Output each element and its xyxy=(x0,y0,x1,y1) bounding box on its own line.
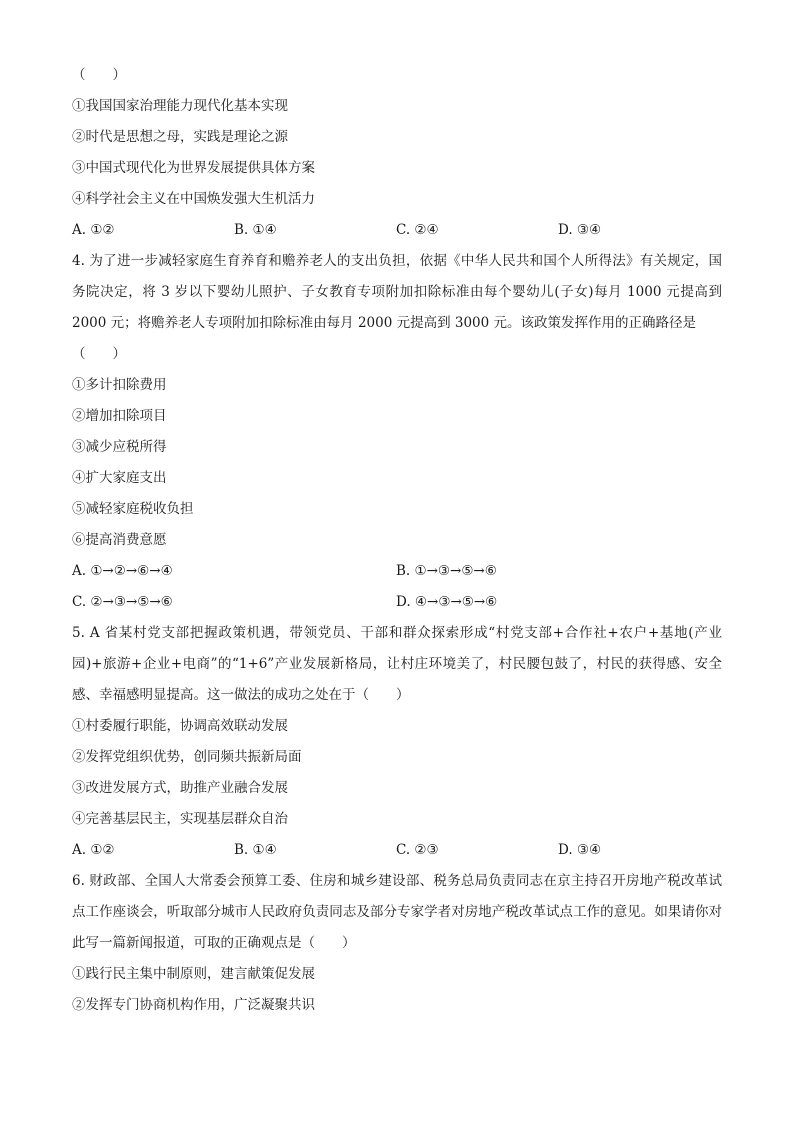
q4-answer-paren: （ ） xyxy=(72,346,126,362)
q3-choice-c: C. ②④ xyxy=(396,222,439,238)
q5-choice-d: D. ③④ xyxy=(558,842,602,858)
q5-option-2: ②发挥党组织优势，创同频共振新局面 xyxy=(72,749,302,765)
q3-choice-d: D. ③④ xyxy=(558,222,602,238)
q4-choices-row-1 xyxy=(72,556,722,587)
q4-option-3: ③减少应税所得 xyxy=(72,439,167,455)
q5-choice-a: A. ①② xyxy=(72,842,115,858)
q3-option-4: ④科学社会主义在中国焕发强大生机活力 xyxy=(72,191,315,207)
q4-stem: 4. 为了进一步减轻家庭生育养育和赡养老人的支出负担，依据《中华人民共和国个人所得法》有关规定，国务院决定，将 3 岁以下婴幼儿照护、子女教育专项附加扣除标准由每个婴幼儿(子女)每月 1000 元提高到 2000 元；将赡养老人专项附加扣除标准由每月 2000 元提高到 3000 元。该政策发挥作用的正确路径是 xyxy=(72,253,722,331)
q3-option-1: ①我国国家治理能力现代化基本实现 xyxy=(72,98,288,114)
q5-choice-c: C. ②③ xyxy=(396,842,439,858)
q5-stem: 5. A 省某村党支部把握政策机遇，带领党员、干部和群众探索形成“村党支部+合作社+农户+基地(产业园)+旅游+企业+电商”的“1+6”产业发展新格局，让村庄环境美了，村民腰包鼓了，村民的获得感、安全感、幸福感明显提高。这一做法的成功之处在于（ ） xyxy=(72,625,722,703)
q3-option-2: ②时代是思想之母，实践是理论之源 xyxy=(72,129,288,145)
q5-option-1: ①村委履行职能，协调高效联动发展 xyxy=(72,718,288,734)
q6-option-2: ②发挥专门协商机构作用，广泛凝聚共识 xyxy=(72,997,315,1013)
q6-option-1: ①践行民主集中制原则，建言献策促发展 xyxy=(72,966,315,982)
q4-option-5: ⑤减轻家庭税收负担 xyxy=(72,501,194,517)
q3-option-3: ③中国式现代化为世界发展提供具体方案 xyxy=(72,160,315,176)
q5-choice-b: B. ①④ xyxy=(234,842,277,858)
q4-option-1: ①多计扣除费用 xyxy=(72,377,167,393)
q4-choice-d: D. ④→③→⑤→⑥ xyxy=(396,594,498,610)
q4-option-2: ②增加扣除项目 xyxy=(72,408,167,424)
q3-choice-b: B. ①④ xyxy=(234,222,277,238)
q5-choices xyxy=(72,835,722,866)
q4-option-6: ⑥提高消费意愿 xyxy=(72,532,167,548)
q4-choice-c: C. ②→③→⑤→⑥ xyxy=(72,594,173,610)
q4-choice-a: A. ①→②→⑥→④ xyxy=(72,563,173,579)
q4-choices-row-2 xyxy=(72,587,722,618)
q5-option-3: ③改进发展方式，助推产业融合发展 xyxy=(72,780,288,796)
q3-answer-paren: （ ） xyxy=(72,67,126,83)
q3-choice-a: A. ①② xyxy=(72,222,115,238)
exam-page xyxy=(72,60,722,1021)
q6-stem: 6. 财政部、全国人大常委会预算工委、住房和城乡建设部、税务总局负责同志在京主持召开房地产税改革试点工作座谈会，听取部分城市人民政府负责同志及部分专家学者对房地产税改革试点工作的意见。如果请你对此写一篇新闻报道，可取的正确观点是（ ） xyxy=(72,873,722,951)
q4-option-4: ④扩大家庭支出 xyxy=(72,470,167,486)
q5-option-4: ④完善基层民主，实现基层群众自治 xyxy=(72,811,288,827)
q4-choice-b: B. ①→③→⑤→⑥ xyxy=(396,563,497,579)
q3-choices xyxy=(72,215,722,246)
